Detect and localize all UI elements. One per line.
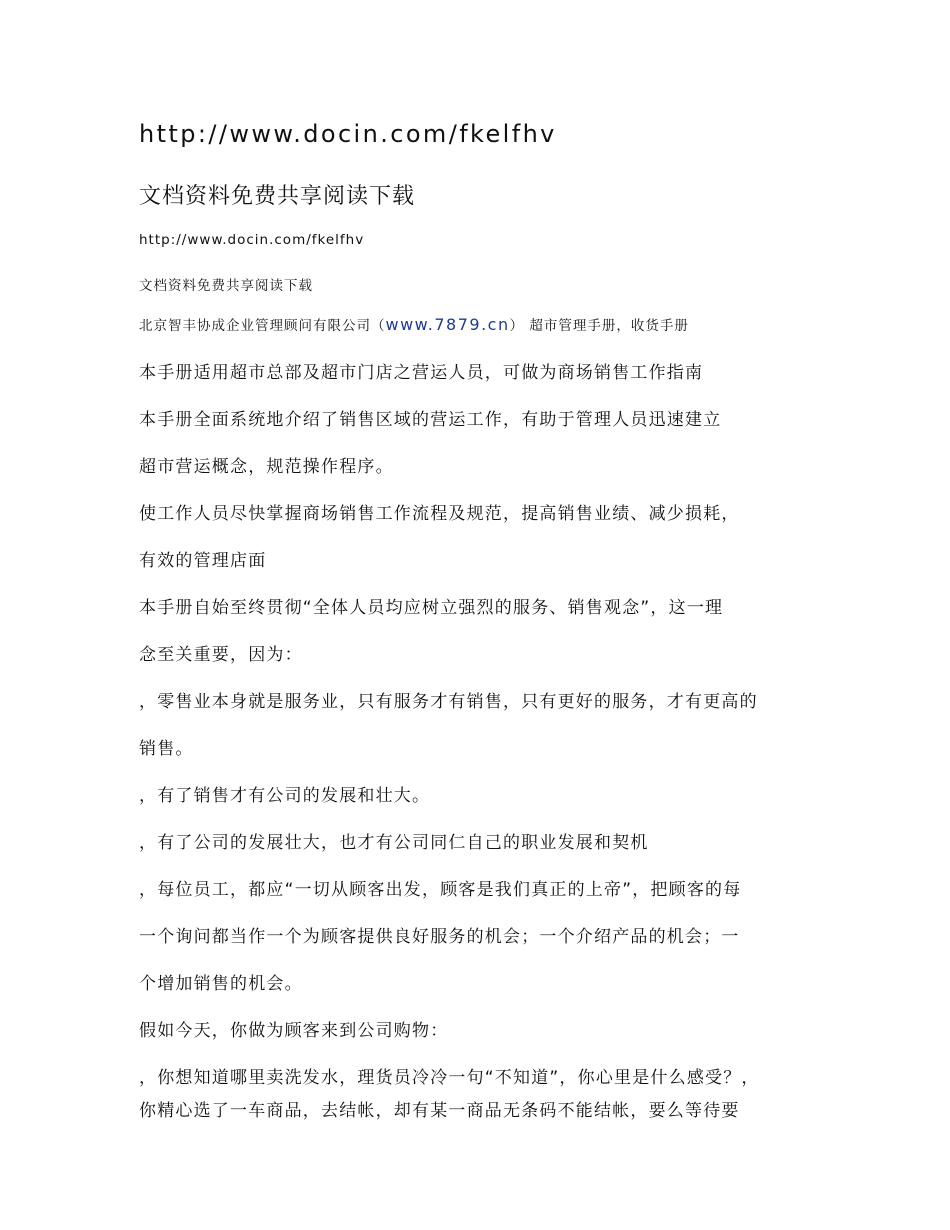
paragraph-line: 使工作人员尽快掌握商场销售工作流程及规范，提高销售业绩、减少损耗， xyxy=(139,504,740,524)
paragraph-line: ，你想知道哪里卖洗发水，理货员冷冷一句“不知道”，你心里是什么感受？， xyxy=(139,1068,760,1088)
paragraph-line: 个增加销售的机会。 xyxy=(139,974,303,994)
header-title-small: 文档资料免费共享阅读下载 xyxy=(139,278,313,294)
paragraph-line: 本手册自始至终贯彻“全体人员均应树立强烈的服务、销售观念”，这一理 xyxy=(139,598,724,618)
header-url-small: http://www.docin.com/fkelfhv xyxy=(139,232,365,248)
company-line xyxy=(139,314,689,334)
company-website-link[interactable]: www.7879.cn xyxy=(385,315,510,334)
paragraph-line: ，有了公司的发展壮大，也才有公司同仁自己的职业发展和契机 xyxy=(139,833,649,853)
company-prefix: 北京智丰协成企业管理顾问有限公司（ xyxy=(139,318,386,334)
paragraph-line: 本手册全面系统地介绍了销售区域的营运工作，有助于管理人员迅速建立 xyxy=(139,410,722,430)
paragraph-line: 超市营运概念，规范操作程序。 xyxy=(139,457,394,477)
paragraph-line: ，有了销售才有公司的发展和壮大。 xyxy=(139,786,431,806)
header-title-large: 文档资料免费共享阅读下载 xyxy=(139,184,416,209)
paragraph-line: 销售。 xyxy=(139,739,194,759)
paragraph-line: ，每位员工，都应“一切从顾客出发，顾客是我们真正的上帝”，把顾客的每 xyxy=(139,880,742,900)
paragraph-line: 一个询问都当作一个为顾客提供良好服务的机会；一个介绍产品的机会；一 xyxy=(139,927,740,947)
paragraph-line: 你精心选了一车商品，去结帐，却有某一商品无条码不能结帐，要么等待要 xyxy=(139,1101,740,1121)
company-suffix: ） 超市管理手册，收货手册 xyxy=(509,318,689,334)
header-url-large: http://www.docin.com/fkelfhv xyxy=(139,120,557,148)
paragraph-line: 本手册适用超市总部及超市门店之营运人员，可做为商场销售工作指南 xyxy=(139,363,704,383)
paragraph-line: 有效的管理店面 xyxy=(139,551,267,571)
paragraph-line: ，零售业本身就是服务业，只有服务才有销售，只有更好的服务，才有更高的 xyxy=(139,692,758,712)
paragraph-line: 念至关重要，因为： xyxy=(139,645,303,665)
paragraph-line: 假如今天，你做为顾客来到公司购物： xyxy=(139,1021,449,1041)
